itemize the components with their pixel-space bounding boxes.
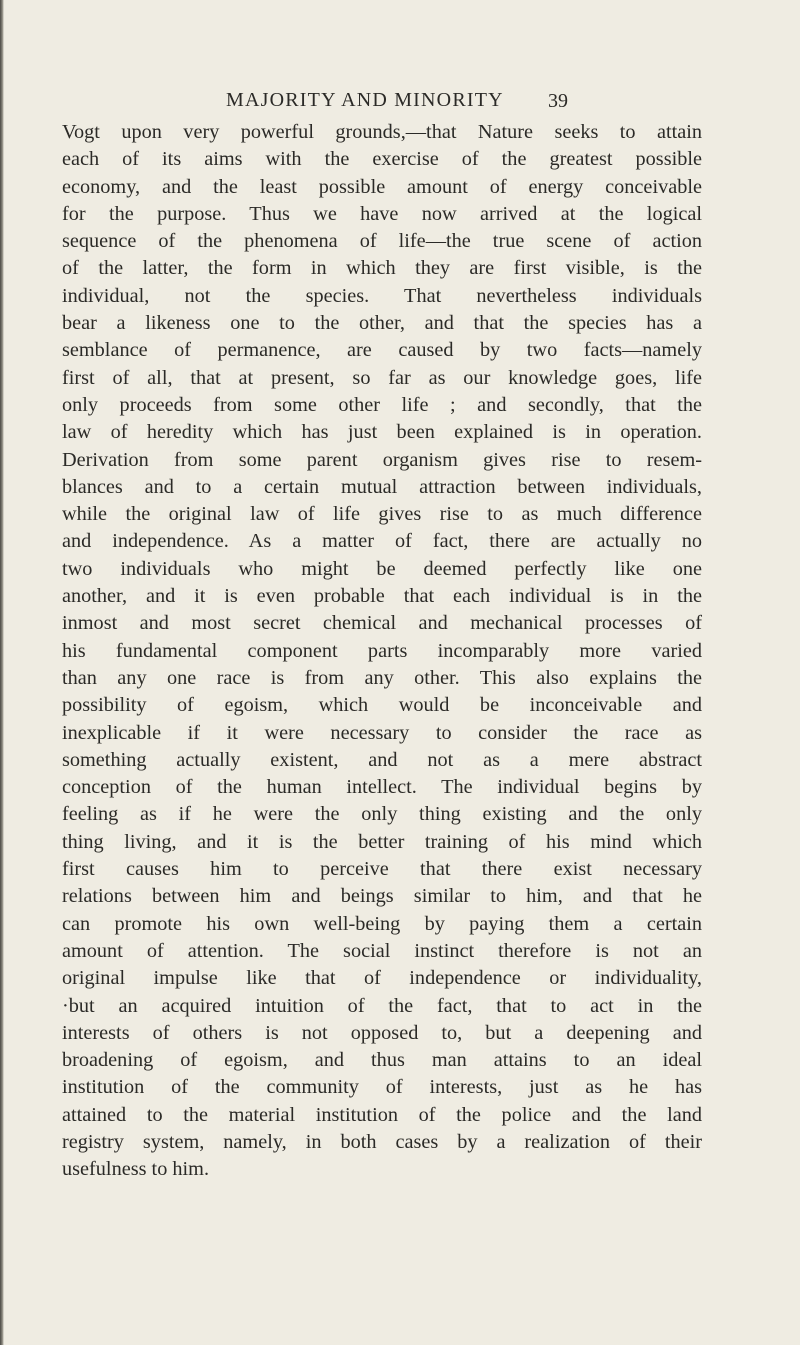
text-line: his fundamental component parts incomparably more varied bbox=[62, 639, 702, 662]
text-line: bear a likeness one to the other, and that the species has a bbox=[62, 312, 702, 335]
text-line: another, and it is even probable that each individual is in the bbox=[62, 585, 702, 608]
text-line: economy, and the least possible amount of energy conceivable bbox=[62, 175, 702, 198]
text-line: possibility of egoism, which would be inconceivable and bbox=[62, 694, 702, 717]
text-line: sequence of the phenomena of life—the true scene of action bbox=[62, 230, 702, 253]
text-line: first of all, that at present, so far as our knowledge goes, life bbox=[62, 366, 702, 389]
text-line: each of its aims with the exercise of the greatest possible bbox=[62, 148, 702, 171]
text-line: interests of others is not opposed to, but a deepening and bbox=[62, 1021, 702, 1044]
text-line: inexplicable if it were necessary to consider the race as bbox=[62, 721, 702, 744]
text-line: registry system, namely, in both cases by a realization of their bbox=[62, 1130, 702, 1153]
text-line: Vogt upon very powerful grounds,—that Nature seeks to attain bbox=[62, 121, 702, 143]
body-paragraph bbox=[62, 119, 702, 1184]
text-line: original impulse like that of independence or individuality, bbox=[62, 967, 702, 990]
text-line: Derivation from some parent organism gives rise to resem- bbox=[62, 448, 702, 471]
text-line: thing living, and it is the better training of his mind which bbox=[62, 830, 702, 853]
text-line: institution of the community of interests, just as he has bbox=[62, 1076, 702, 1099]
text-line: for the purpose. Thus we have now arrived at the logical bbox=[62, 202, 702, 225]
text-line: law of heredity which has just been explained is in operation. bbox=[62, 421, 702, 444]
text-line: individual, not the species. That nevertheless individuals bbox=[62, 284, 702, 307]
text-line: than any one race is from any other. This also explains the bbox=[62, 666, 702, 689]
text-line: something actually existent, and not as a mere abstract bbox=[62, 748, 702, 771]
text-line: two individuals who might be deemed perfectly like one bbox=[62, 557, 702, 580]
text-line: ·but an acquired intuition of the fact, that to act in the bbox=[62, 994, 702, 1017]
text-line: semblance of permanence, are caused by two facts—namely bbox=[62, 339, 702, 362]
text-line: blances and to a certain mutual attraction between individuals, bbox=[62, 475, 702, 498]
text-line: feeling as if he were the only thing existing and the only bbox=[62, 803, 702, 826]
text-line: while the original law of life gives rise to as much difference bbox=[62, 503, 702, 526]
text-line: can promote his own well-being by paying them a certain bbox=[62, 912, 702, 935]
text-line: and independence. As a matter of fact, there are actually no bbox=[62, 530, 702, 553]
text-line: amount of attention. The social instinct therefore is not an bbox=[62, 939, 702, 962]
text-line: relations between him and beings similar to him, and that he bbox=[62, 885, 702, 908]
text-line: usefulness to him. bbox=[62, 1158, 210, 1181]
text-line: inmost and most secret chemical and mechanical processes of bbox=[62, 612, 702, 635]
text-line: conception of the human intellect. The individual begins by bbox=[62, 776, 702, 799]
running-head-title: MAJORITY AND MINORITY bbox=[226, 89, 504, 111]
page-number: 39 bbox=[548, 90, 568, 112]
text-line: only proceeds from some other life ; and secondly, that the bbox=[62, 393, 702, 416]
text-line: attained to the material institution of the police and the land bbox=[62, 1103, 702, 1126]
text-line: first causes him to perceive that there exist necessary bbox=[62, 858, 702, 881]
text-line: broadening of egoism, and thus man attains to an ideal bbox=[62, 1049, 702, 1072]
text-line: of the latter, the form in which they are first visible, is the bbox=[62, 257, 702, 280]
